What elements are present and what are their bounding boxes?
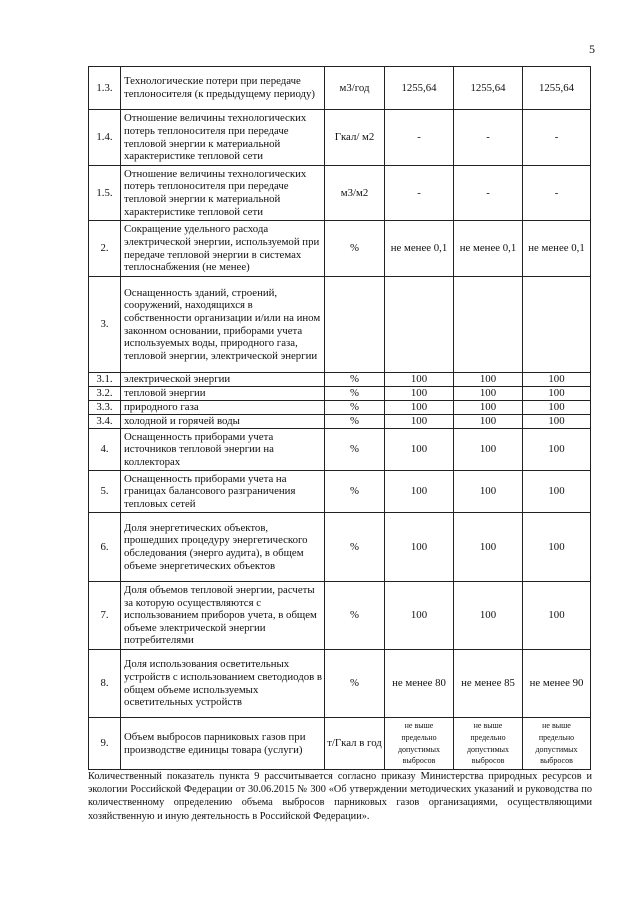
table-row [89,650,591,718]
table-row [89,513,591,582]
row-value-3: 1255,64 [523,67,591,110]
row-value-3: не менее 0,1 [523,221,591,277]
row-unit: % [325,387,385,401]
row-indicator-name: Объем выбросов парниковых газов при производстве единицы товара (услуги) [121,718,325,770]
row-unit: % [325,650,385,718]
row-value-2: - [454,166,523,221]
row-number: 7. [89,582,121,650]
row-number: 3.2. [89,387,121,401]
table-row [89,387,591,401]
row-number: 6. [89,513,121,582]
row-number: 3. [89,277,121,373]
row-value-1: 100 [385,582,454,650]
row-value-2: 100 [454,429,523,471]
row-unit: м3/м2 [325,166,385,221]
table-body [89,67,591,770]
row-indicator-name: природного газа [121,401,325,415]
row-number: 3.1. [89,373,121,387]
table-row [89,401,591,415]
row-indicator-name: Технологические потери при передаче теплоносителя (к предыдущему периоду) [121,67,325,110]
row-value-3: 100 [523,387,591,401]
page-number: 5 [589,42,595,56]
row-value-3: не менее 90 [523,650,591,718]
row-value-3: не выше предельно допустимых выбросов [523,718,591,770]
row-value-1: - [385,110,454,166]
row-value-2 [454,277,523,373]
row-value-3: 100 [523,582,591,650]
row-unit: % [325,429,385,471]
row-indicator-name: холодной и горячей воды [121,415,325,429]
row-indicator-name: Отношение величины технологических потерь теплоносителя при передаче тепловой энергии к материальной характеристике тепловой сети [121,166,325,221]
row-indicator-name: Доля энергетических объектов, прошедших процедуру энергетического обследования (энерго аудита), в общем объеме энергетических объектов [121,513,325,582]
row-value-2: 100 [454,387,523,401]
row-number: 1.5. [89,166,121,221]
row-unit: м3/год [325,67,385,110]
row-value-1: 100 [385,429,454,471]
row-unit: % [325,415,385,429]
row-indicator-name: Оснащенность приборами учета источников тепловой энергии на коллекторах [121,429,325,471]
row-value-2: 100 [454,471,523,513]
table-row [89,67,591,110]
row-value-1 [385,277,454,373]
row-value-3 [523,277,591,373]
row-indicator-name: Доля использования осветительных устройств с использованием светодиодов в общем объеме используемых осветительных устройств [121,650,325,718]
row-indicator-name: Доля объемов тепловой энергии, расчеты за которую осуществляются с использованием приборов учета, в общем объеме электрической энергии потребителями [121,582,325,650]
row-value-2: 100 [454,373,523,387]
row-number: 8. [89,650,121,718]
table-row [89,471,591,513]
row-value-1: 100 [385,415,454,429]
row-value-2: 100 [454,415,523,429]
row-value-2: не выше предельно допустимых выбросов [454,718,523,770]
row-unit: % [325,401,385,415]
row-value-3: 100 [523,471,591,513]
row-value-1: 1255,64 [385,67,454,110]
row-value-3: - [523,110,591,166]
row-indicator-name: Сокращение удельного расхода электрической энергии, используемой при передаче тепловой энергии в системах теплоснабжения (не менее) [121,221,325,277]
row-value-1: - [385,166,454,221]
row-value-3: 100 [523,373,591,387]
indicators-table [88,66,591,770]
row-value-1: 100 [385,401,454,415]
row-number: 4. [89,429,121,471]
row-value-1: 100 [385,471,454,513]
row-value-2: не менее 85 [454,650,523,718]
footnote: Количественный показатель пункта 9 рассчитывается согласно приказу Министерства природных ресурсов и экологии Российской Федерации от 30.06.2015 № 300 «Об утверждении методических указаний и руководства по количественному определению объема выбросов парниковых газов организациями, осуществляющими хозяйственную и иную деятельность в Российской Федерации». [88,771,592,822]
table-row [89,429,591,471]
row-number: 3.3. [89,401,121,415]
row-indicator-name: тепловой энергии [121,387,325,401]
table-row [89,277,591,373]
row-value-2: - [454,110,523,166]
row-unit: Гкал/ м2 [325,110,385,166]
row-indicator-name: Отношение величины технологических потерь теплоносителя при передаче тепловой энергии к материальной характеристике тепловой сети [121,110,325,166]
row-number: 1.3. [89,67,121,110]
row-unit: т/Гкал в год [325,718,385,770]
row-number: 3.4. [89,415,121,429]
row-unit: % [325,471,385,513]
row-value-1: не менее 80 [385,650,454,718]
row-unit: % [325,582,385,650]
table-row [89,221,591,277]
row-value-3: - [523,166,591,221]
row-value-1: не выше предельно допустимых выбросов [385,718,454,770]
row-value-3: 100 [523,401,591,415]
row-value-3: 100 [523,415,591,429]
row-value-1: 100 [385,387,454,401]
table-row [89,415,591,429]
row-value-1: 100 [385,373,454,387]
row-number: 9. [89,718,121,770]
table-row [89,718,591,770]
row-value-1: не менее 0,1 [385,221,454,277]
table-row [89,166,591,221]
row-value-1: 100 [385,513,454,582]
row-value-2: не менее 0,1 [454,221,523,277]
row-unit: % [325,513,385,582]
row-value-2: 100 [454,513,523,582]
row-value-2: 100 [454,582,523,650]
table-row [89,373,591,387]
row-number: 2. [89,221,121,277]
row-indicator-name: Оснащенность зданий, строений, сооружений, находящихся в собственности организации и/или на ином законном основании, приборами учета используемых воды, природного газа, тепловой энергии, электрической энергии [121,277,325,373]
table-row [89,582,591,650]
table-row [89,110,591,166]
row-unit: % [325,373,385,387]
row-unit: % [325,221,385,277]
row-indicator-name: электрической энергии [121,373,325,387]
row-number: 5. [89,471,121,513]
row-value-3: 100 [523,513,591,582]
row-value-3: 100 [523,429,591,471]
row-indicator-name: Оснащенность приборами учета на границах балансового разграничения тепловых сетей [121,471,325,513]
row-unit [325,277,385,373]
row-value-2: 100 [454,401,523,415]
row-value-2: 1255,64 [454,67,523,110]
row-number: 1.4. [89,110,121,166]
